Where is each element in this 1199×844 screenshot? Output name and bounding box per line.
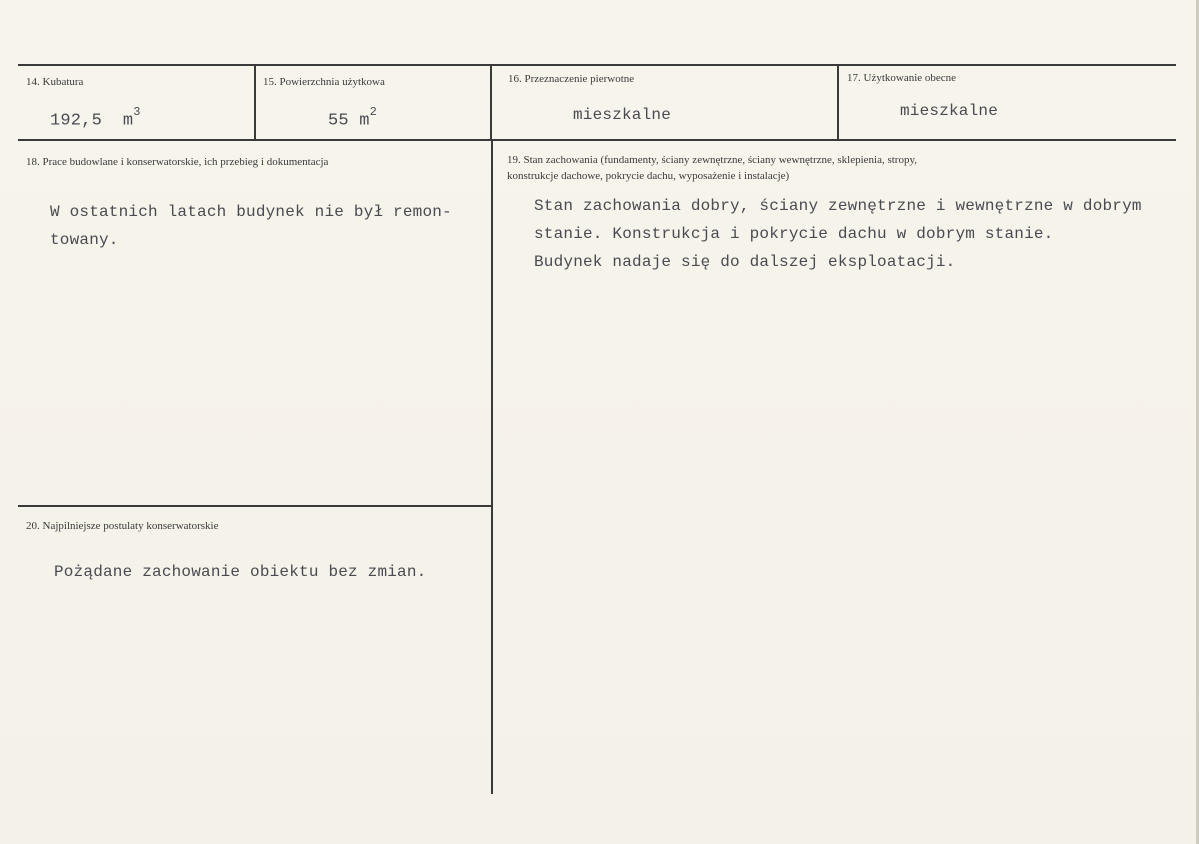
field-15-unit-exp: 2: [369, 105, 378, 119]
field-15-value: [328, 105, 378, 131]
field-15-number: 55: [328, 111, 349, 131]
field-18-value: [50, 198, 452, 254]
section-rule: [18, 505, 491, 507]
field-19-label-line: konstrukcje dachowe, pokrycie dachu, wyposażenie i instalacje): [507, 170, 790, 182]
field-19-label: [507, 152, 1157, 184]
field-19-label-line: 19. Stan zachowania (fundamenty, ściany zewnętrzne, ściany wewnętrzne, sklepienia, stropy,: [507, 154, 918, 166]
field-17-value: mieszkalne: [900, 102, 999, 120]
field-19-line: Stan zachowania dobry, ściany zewnętrzne i wewnętrzne w dobrym: [534, 197, 1142, 215]
divider-16-17: [837, 64, 839, 141]
divider-main: [491, 139, 493, 794]
field-14-value: [50, 105, 141, 131]
field-17-label: 17. Użytkowanie obecne: [847, 72, 957, 84]
field-16-value: mieszkalne: [573, 106, 672, 124]
field-14-unit: m: [122, 111, 134, 131]
divider-14-15: [254, 64, 256, 141]
field-19-value: [534, 192, 1142, 276]
divider-15-16: [490, 64, 492, 141]
field-18-line: towany.: [50, 231, 119, 249]
field-14-label: 14. Kubatura: [26, 76, 84, 88]
field-19-line: Budynek nadaje się do dalszej eksploatacji.: [534, 253, 956, 271]
field-20-label: 20. Najpilniejsze postulaty konserwatorskie: [26, 520, 219, 532]
field-20-value: Pożądane zachowanie obiektu bez zmian.: [54, 563, 427, 581]
row-rule: [18, 139, 1176, 141]
field-19-line: stanie. Konstrukcja i pokrycie dachu w dobrym stanie.: [534, 225, 1054, 243]
field-15-unit: m: [359, 111, 370, 131]
field-14-unit-exp: 3: [133, 105, 141, 119]
field-14-number: 192,5: [50, 111, 103, 131]
top-rule: [18, 64, 1176, 66]
field-18-line: W ostatnich latach budynek nie był remon-: [50, 203, 452, 221]
field-16-label: 16. Przeznaczenie pierwotne: [508, 73, 635, 85]
field-15-label: 15. Powierzchnia użytkowa: [263, 76, 385, 88]
field-18-label: 18. Prace budowlane i konserwatorskie, ich przebieg i dokumentacja: [26, 156, 329, 168]
